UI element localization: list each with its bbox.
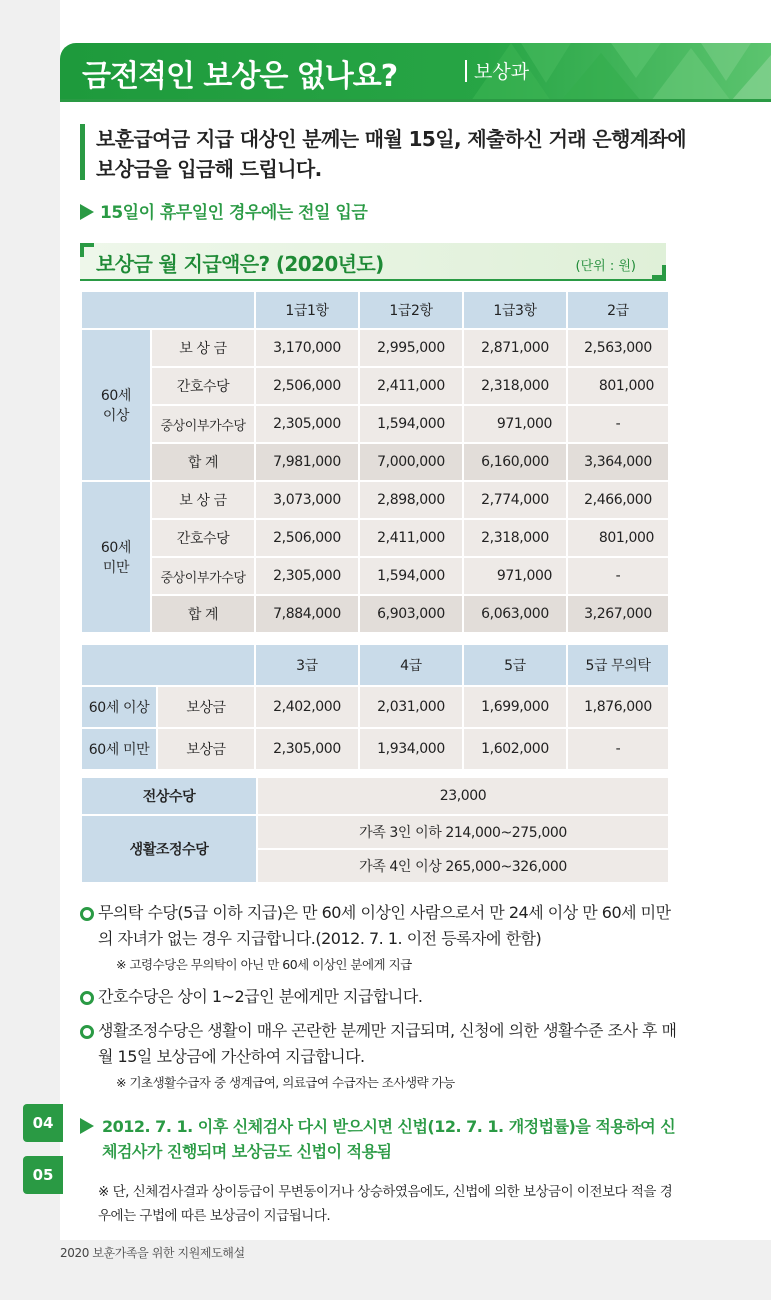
holiday-note — [80, 198, 367, 223]
intro-text: 보훈급여금 지급 대상인 분께는 매월 15일, 제출하신 거래 은행계좌에 보상금을 입금해 드립니다. — [96, 127, 686, 181]
page-title: 금전적인 보상은 없나요? — [82, 59, 398, 94]
intro-accent-bar — [80, 124, 85, 180]
row-label: 보 상 금 — [151, 329, 255, 367]
row-label: 간호수당 — [151, 519, 255, 557]
table-cell: 2,411,000 — [359, 519, 463, 557]
section-heading — [80, 243, 666, 281]
law-note-text: 2012. 7. 1. 이후 신체검사 다시 받으시면 신법(12. 7. 1. 개정법률)을 적용하여 신체검사가 진행되며 보상금도 신법이 적용됨 — [102, 1117, 676, 1161]
column-header: 2급 — [567, 291, 669, 329]
row-label: 합 계 — [151, 595, 255, 633]
title-banner — [60, 43, 771, 101]
banner-underline — [60, 99, 771, 102]
table-cell: 3,073,000 — [255, 481, 359, 519]
row-label: 보상금 — [157, 728, 255, 770]
section-title: 보상금 월 지급액은? (2020년도) — [96, 252, 384, 276]
compensation-table-grade3-5 — [80, 643, 670, 771]
law-note — [80, 1114, 680, 1164]
table-cell: 2,871,000 — [463, 329, 567, 367]
table-cell: 2,506,000 — [255, 367, 359, 405]
table-cell: 2,031,000 — [359, 686, 463, 728]
table-cell: 2,305,000 — [255, 557, 359, 595]
row-label: 보 상 금 — [151, 481, 255, 519]
table-cell: - — [567, 557, 669, 595]
compensation-table-grade1-2 — [80, 290, 670, 634]
table-cell: 7,981,000 — [255, 443, 359, 481]
table-cell: 가족 3인 이하 214,000~275,000 — [257, 815, 669, 849]
table-cell: 2,305,000 — [255, 405, 359, 443]
table-cell: 1,876,000 — [567, 686, 669, 728]
table-cell: 23,000 — [257, 777, 669, 815]
table-cell: 6,063,000 — [463, 595, 567, 633]
table-cell: 971,000 — [463, 557, 567, 595]
table-cell: 971,000 — [463, 405, 567, 443]
column-header: 1급2항 — [359, 291, 463, 329]
table-cell: 2,506,000 — [255, 519, 359, 557]
list-item-text: 생활조정수당은 생활이 매우 곤란한 분께만 지급되며, 신청에 의한 생활수준 조사 후 매월 15일 보상금에 가산하여 지급합니다. — [98, 1021, 677, 1066]
unit-label: (단위 : 원) — [575, 259, 636, 274]
column-header: 1급3항 — [463, 291, 567, 329]
table-corner-cell — [81, 291, 255, 329]
table-cell: 1,934,000 — [359, 728, 463, 770]
corner-bracket-icon — [652, 265, 666, 279]
table-cell: 1,699,000 — [463, 686, 567, 728]
age-group-label: 60세 이상 — [81, 329, 151, 481]
corner-bracket-icon — [80, 243, 94, 257]
table-cell: 1,602,000 — [463, 728, 567, 770]
age-group-label: 60세 미만 — [81, 481, 151, 633]
table-cell: 2,305,000 — [255, 728, 359, 770]
column-header: 3급 — [255, 644, 359, 686]
row-label: 중상이부가수당 — [151, 405, 255, 443]
table-cell: 1,594,000 — [359, 557, 463, 595]
chapter-tab-05[interactable]: 05 — [23, 1156, 63, 1194]
table-cell: 7,884,000 — [255, 595, 359, 633]
row-label: 중상이부가수당 — [151, 557, 255, 595]
table-cell: 1,594,000 — [359, 405, 463, 443]
column-header: 5급 무의탁 — [567, 644, 669, 686]
list-item-text: 무의탁 수당(5급 이하 지급)은 만 60세 이상인 사람으로서 만 24세 이상 만 60세 미만의 자녀가 없는 경우 지급합니다.(2012. 7. 1. 이전 등록자에 한함) — [98, 903, 671, 948]
bullet-ring-icon — [80, 991, 94, 1005]
table-cell: 3,267,000 — [567, 595, 669, 633]
table-cell: 2,898,000 — [359, 481, 463, 519]
list-item-subnote: ※ 고령수당은 무의탁이 아닌 만 60세 이상인 분에게 지급 — [116, 957, 412, 972]
column-header: 1급1항 — [255, 291, 359, 329]
table-cell: 2,402,000 — [255, 686, 359, 728]
table-cell: 가족 4인 이상 265,000~326,000 — [257, 849, 669, 883]
age-group-label: 60세 미만 — [81, 728, 157, 770]
table-cell: 2,466,000 — [567, 481, 669, 519]
arrow-right-icon — [80, 1118, 94, 1134]
row-label: 간호수당 — [151, 367, 255, 405]
list-item — [80, 900, 680, 976]
table-cell: - — [567, 405, 669, 443]
bullet-ring-icon — [80, 1025, 94, 1039]
column-header: 4급 — [359, 644, 463, 686]
table-cell: 7,000,000 — [359, 443, 463, 481]
table-cell: 2,774,000 — [463, 481, 567, 519]
table-cell: 2,411,000 — [359, 367, 463, 405]
table-corner-cell — [81, 644, 255, 686]
arrow-right-icon — [80, 204, 94, 220]
age-group-label: 60세 이상 — [81, 686, 157, 728]
table-cell: 6,160,000 — [463, 443, 567, 481]
list-item — [80, 1018, 680, 1094]
list-item-subnote: ※ 기초생활수급자 중 생계급여, 의료급여 수급자는 조사생략 가능 — [116, 1075, 455, 1090]
table-cell: 6,903,000 — [359, 595, 463, 633]
table-cell: 3,364,000 — [567, 443, 669, 481]
row-label: 전상수당 — [81, 777, 257, 815]
department-label: 보상과 — [474, 61, 530, 83]
table-cell: 801,000 — [567, 367, 669, 405]
table-cell: 2,995,000 — [359, 329, 463, 367]
table-cell: - — [567, 728, 669, 770]
table-cell: 2,318,000 — [463, 519, 567, 557]
row-label: 보상금 — [157, 686, 255, 728]
column-header: 5급 — [463, 644, 567, 686]
footer-text: 2020 보훈가족을 위한 지원제도해설 — [60, 1246, 245, 1260]
list-item-text: 간호수당은 상이 1~2급인 분에게만 지급합니다. — [98, 987, 423, 1006]
exception-note: ※ 단, 신체검사결과 상이등급이 무변동이거나 상승하였음에도, 신법에 의한 보상금이 이전보다 적을 경우에는 구법에 따른 보상금이 지급됩니다. — [98, 1184, 673, 1224]
table-cell: 801,000 — [567, 519, 669, 557]
table-cell: 3,170,000 — [255, 329, 359, 367]
bullet-ring-icon — [80, 907, 94, 921]
row-label: 생활조정수당 — [81, 815, 257, 883]
table-cell: 2,563,000 — [567, 329, 669, 367]
row-label: 합 계 — [151, 443, 255, 481]
holiday-note-text: 15일이 휴무일인 경우에는 전일 입금 — [100, 203, 368, 223]
chapter-tab-04[interactable]: 04 — [23, 1104, 63, 1142]
list-item — [80, 984, 680, 1010]
notes-list — [80, 900, 680, 1094]
title-divider — [465, 60, 467, 82]
table-cell: 2,318,000 — [463, 367, 567, 405]
allowance-table — [80, 776, 670, 884]
